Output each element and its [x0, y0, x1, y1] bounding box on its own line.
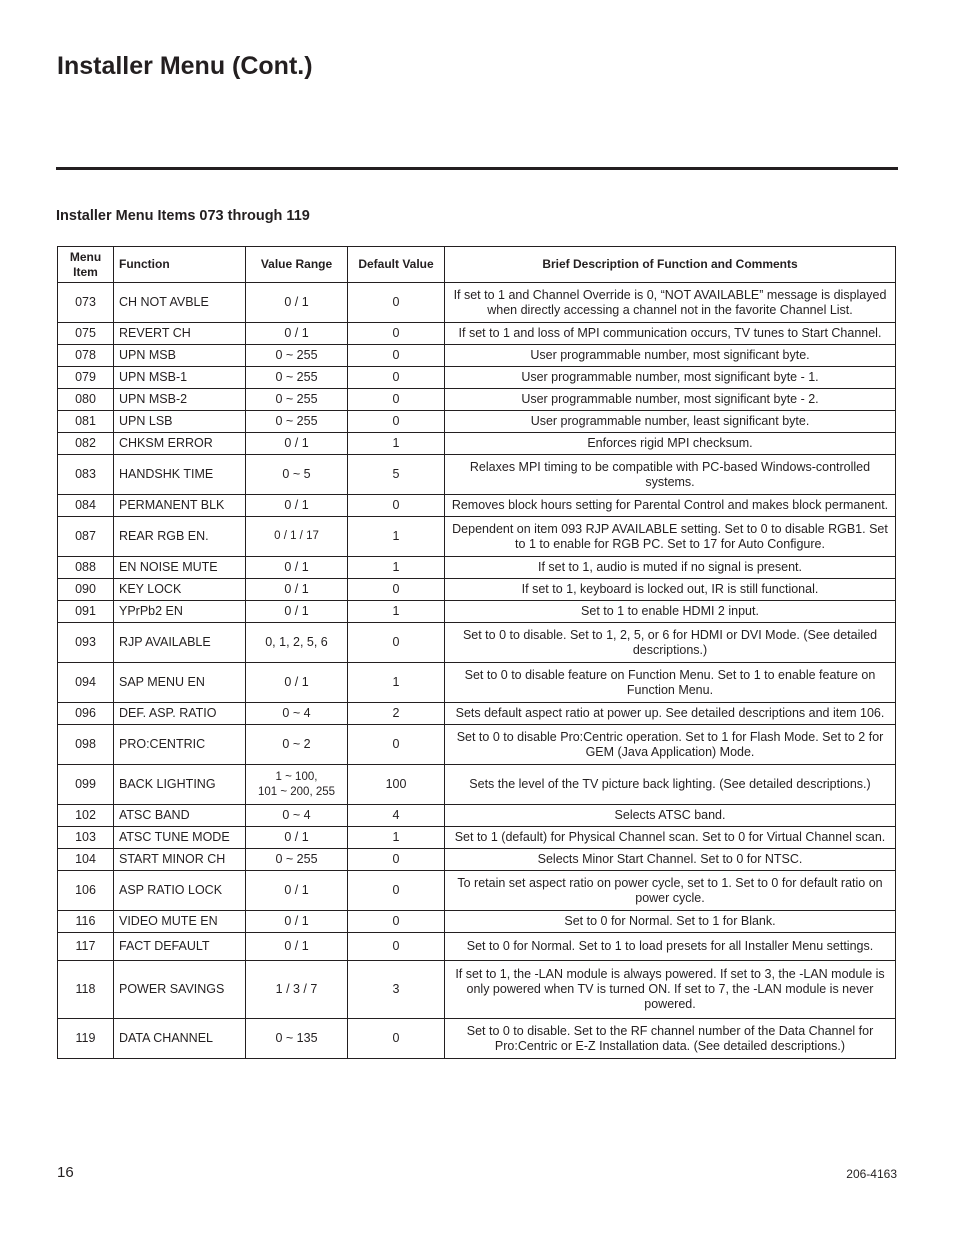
table-row	[58, 871, 896, 911]
cell-function: ASP RATIO LOCK	[114, 871, 246, 911]
cell-default: 1	[348, 433, 445, 455]
cell-function: PERMANENT BLK	[114, 495, 246, 517]
cell-default: 100	[348, 765, 445, 805]
cell-range: 0 / 1	[246, 579, 348, 601]
cell-range: 0 / 1	[246, 601, 348, 623]
cell-item: 078	[58, 345, 114, 367]
table-row	[58, 765, 896, 805]
cell-item: 096	[58, 703, 114, 725]
header-menu-item: Menu Item	[58, 247, 114, 283]
cell-description: User programmable number, most significant byte - 1.	[445, 367, 896, 389]
header-function: Function	[114, 247, 246, 283]
header-rule	[56, 167, 898, 170]
table-row	[58, 961, 896, 1019]
cell-range: 0 ~ 255	[246, 849, 348, 871]
cell-function: KEY LOCK	[114, 579, 246, 601]
cell-range: 0 / 1	[246, 557, 348, 579]
cell-range: 0 / 1	[246, 283, 348, 323]
cell-default: 0	[348, 871, 445, 911]
cell-default: 0	[348, 345, 445, 367]
cell-function: REVERT CH	[114, 323, 246, 345]
cell-item: 103	[58, 827, 114, 849]
cell-function: START MINOR CH	[114, 849, 246, 871]
cell-range: 0 / 1	[246, 911, 348, 933]
cell-description: Selects Minor Start Channel. Set to 0 for NTSC.	[445, 849, 896, 871]
cell-default: 0	[348, 411, 445, 433]
table-row	[58, 283, 896, 323]
section-title: Installer Menu Items 073 through 119	[56, 208, 310, 224]
cell-function: HANDSHK TIME	[114, 455, 246, 495]
table-row	[58, 911, 896, 933]
cell-description: If set to 1, keyboard is locked out, IR is still functional.	[445, 579, 896, 601]
cell-item: 091	[58, 601, 114, 623]
cell-default: 5	[348, 455, 445, 495]
cell-default: 0	[348, 1019, 445, 1059]
table-row	[58, 557, 896, 579]
cell-range: 0 ~ 255	[246, 411, 348, 433]
cell-default: 3	[348, 961, 445, 1019]
cell-default: 4	[348, 805, 445, 827]
cell-item: 102	[58, 805, 114, 827]
table-row	[58, 725, 896, 765]
cell-default: 0	[348, 623, 445, 663]
cell-range: 0 / 1	[246, 495, 348, 517]
cell-item: 119	[58, 1019, 114, 1059]
header-value-range: Value Range	[246, 247, 348, 283]
cell-range: 0 / 1	[246, 933, 348, 961]
cell-description: User programmable number, least significant byte.	[445, 411, 896, 433]
cell-item: 116	[58, 911, 114, 933]
cell-description: Enforces rigid MPI checksum.	[445, 433, 896, 455]
cell-item: 081	[58, 411, 114, 433]
cell-function: DEF. ASP. RATIO	[114, 703, 246, 725]
cell-default: 2	[348, 703, 445, 725]
cell-description: If set to 1, the -LAN module is always powered. If set to 3, the -LAN module is only powered when TV is turned ON. If set to 7, the -LAN module is never powered.	[445, 961, 896, 1019]
cell-range: 0 ~ 135	[246, 1019, 348, 1059]
cell-item: 082	[58, 433, 114, 455]
cell-item: 106	[58, 871, 114, 911]
cell-item: 084	[58, 495, 114, 517]
table-row	[58, 455, 896, 495]
cell-default: 1	[348, 601, 445, 623]
cell-default: 0	[348, 323, 445, 345]
cell-function: CHKSM ERROR	[114, 433, 246, 455]
cell-description: Set to 0 to disable feature on Function Menu. Set to 1 to enable feature on Function Menu.	[445, 663, 896, 703]
cell-default: 1	[348, 557, 445, 579]
cell-default: 0	[348, 367, 445, 389]
cell-range-line: 1 ~ 100,	[275, 770, 318, 783]
cell-function: YPrPb2 EN	[114, 601, 246, 623]
cell-item: 093	[58, 623, 114, 663]
table-row	[58, 703, 896, 725]
table-row	[58, 805, 896, 827]
table-row	[58, 433, 896, 455]
cell-item: 117	[58, 933, 114, 961]
table-row	[58, 495, 896, 517]
cell-range: 0 / 1	[246, 323, 348, 345]
cell-description: Set to 1 to enable HDMI 2 input.	[445, 601, 896, 623]
table-row	[58, 663, 896, 703]
cell-default: 1	[348, 663, 445, 703]
cell-function: RJP AVAILABLE	[114, 623, 246, 663]
cell-range: 1 / 3 / 7	[246, 961, 348, 1019]
cell-description: Dependent on item 093 RJP AVAILABLE setting. Set to 0 to disable RGB1. Set to 1 to enable for RGB PC. Set to 17 for Auto Configure.	[445, 517, 896, 557]
cell-range: 0 ~ 4	[246, 703, 348, 725]
table-row	[58, 623, 896, 663]
cell-default: 0	[348, 849, 445, 871]
cell-description: Set to 0 for Normal. Set to 1 for Blank.	[445, 911, 896, 933]
cell-function: POWER SAVINGS	[114, 961, 246, 1019]
table-row	[58, 1019, 896, 1059]
cell-range: 0 ~ 5	[246, 455, 348, 495]
cell-item: 118	[58, 961, 114, 1019]
cell-default: 0	[348, 725, 445, 765]
cell-function: CH NOT AVBLE	[114, 283, 246, 323]
cell-item: 073	[58, 283, 114, 323]
cell-function: UPN MSB	[114, 345, 246, 367]
cell-range	[246, 765, 348, 805]
header-description: Brief Description of Function and Comments	[445, 247, 896, 283]
cell-function: REAR RGB EN.	[114, 517, 246, 557]
cell-function: BACK LIGHTING	[114, 765, 246, 805]
cell-function: UPN MSB-1	[114, 367, 246, 389]
cell-item: 075	[58, 323, 114, 345]
cell-function: SAP MENU EN	[114, 663, 246, 703]
cell-default: 0	[348, 911, 445, 933]
cell-item: 094	[58, 663, 114, 703]
cell-item: 098	[58, 725, 114, 765]
cell-description: Set to 0 to disable. Set to the RF channel number of the Data Channel for Pro:Centric or E-Z Installation data. (See detailed descriptions.)	[445, 1019, 896, 1059]
cell-description: Set to 0 to disable Pro:Centric operation. Set to 1 for Flash Mode. Set to 2 for GEM (Java Application) Mode.	[445, 725, 896, 765]
cell-function: PRO:CENTRIC	[114, 725, 246, 765]
cell-range: 0 ~ 2	[246, 725, 348, 765]
cell-default: 1	[348, 827, 445, 849]
cell-default: 1	[348, 517, 445, 557]
table-row	[58, 827, 896, 849]
document-number: 206-4163	[846, 1167, 897, 1181]
cell-description: Sets default aspect ratio at power up. See detailed descriptions and item 106.	[445, 703, 896, 725]
cell-range: 0 / 1	[246, 871, 348, 911]
page-number: 16	[57, 1164, 74, 1181]
cell-description: If set to 1, audio is muted if no signal is present.	[445, 557, 896, 579]
cell-function: ATSC TUNE MODE	[114, 827, 246, 849]
cell-default: 0	[348, 389, 445, 411]
table-row	[58, 411, 896, 433]
cell-description: Set to 0 for Normal. Set to 1 to load presets for all Installer Menu settings.	[445, 933, 896, 961]
table-row	[58, 345, 896, 367]
cell-description: Sets the level of the TV picture back lighting. (See detailed descriptions.)	[445, 765, 896, 805]
table-row	[58, 389, 896, 411]
cell-item: 079	[58, 367, 114, 389]
cell-item: 088	[58, 557, 114, 579]
cell-description: Selects ATSC band.	[445, 805, 896, 827]
cell-item: 104	[58, 849, 114, 871]
cell-function: VIDEO MUTE EN	[114, 911, 246, 933]
table-row	[58, 517, 896, 557]
table-row	[58, 367, 896, 389]
header-default-value: Default Value	[348, 247, 445, 283]
cell-item: 090	[58, 579, 114, 601]
cell-description: If set to 1 and Channel Override is 0, “NOT AVAILABLE” message is displayed when directly accessing a channel not in the favorite Channel List.	[445, 283, 896, 323]
cell-function: ATSC BAND	[114, 805, 246, 827]
cell-description: Relaxes MPI timing to be compatible with PC-based Windows-controlled systems.	[445, 455, 896, 495]
cell-description: User programmable number, most significant byte - 2.	[445, 389, 896, 411]
cell-description: To retain set aspect ratio on power cycle, set to 1. Set to 0 for default ratio on power cycle.	[445, 871, 896, 911]
cell-range-line: 101 ~ 200, 255	[257, 785, 336, 798]
cell-description: Set to 1 (default) for Physical Channel scan. Set to 0 for Virtual Channel scan.	[445, 827, 896, 849]
cell-range: 0 ~ 255	[246, 367, 348, 389]
cell-default: 0	[348, 495, 445, 517]
cell-function: UPN MSB-2	[114, 389, 246, 411]
cell-description: Removes block hours setting for Parental Control and makes block permanent.	[445, 495, 896, 517]
cell-range: 0 ~ 255	[246, 389, 348, 411]
cell-function: DATA CHANNEL	[114, 1019, 246, 1059]
cell-item: 087	[58, 517, 114, 557]
cell-item: 083	[58, 455, 114, 495]
cell-function: EN NOISE MUTE	[114, 557, 246, 579]
cell-range: 0 ~ 255	[246, 345, 348, 367]
cell-default: 0	[348, 579, 445, 601]
table-row	[58, 933, 896, 961]
cell-description: If set to 1 and loss of MPI communication occurs, TV tunes to Start Channel.	[445, 323, 896, 345]
table-row	[58, 601, 896, 623]
cell-range: 0, 1, 2, 5, 6	[246, 623, 348, 663]
cell-item: 099	[58, 765, 114, 805]
cell-range: 0 / 1	[246, 827, 348, 849]
table-row	[58, 579, 896, 601]
cell-item: 080	[58, 389, 114, 411]
page-title: Installer Menu (Cont.)	[57, 52, 313, 80]
cell-description: User programmable number, most significant byte.	[445, 345, 896, 367]
cell-default: 0	[348, 933, 445, 961]
table-row	[58, 849, 896, 871]
cell-range: 0 / 1	[246, 433, 348, 455]
installer-menu-table	[57, 246, 896, 1059]
cell-function: UPN LSB	[114, 411, 246, 433]
cell-range: 0 / 1 / 17	[246, 517, 348, 557]
table-row	[58, 323, 896, 345]
cell-range: 0 ~ 4	[246, 805, 348, 827]
cell-default: 0	[348, 283, 445, 323]
table-header-row	[58, 247, 896, 283]
cell-range: 0 / 1	[246, 663, 348, 703]
cell-function: FACT DEFAULT	[114, 933, 246, 961]
cell-description: Set to 0 to disable. Set to 1, 2, 5, or 6 for HDMI or DVI Mode. (See detailed descriptions.)	[445, 623, 896, 663]
